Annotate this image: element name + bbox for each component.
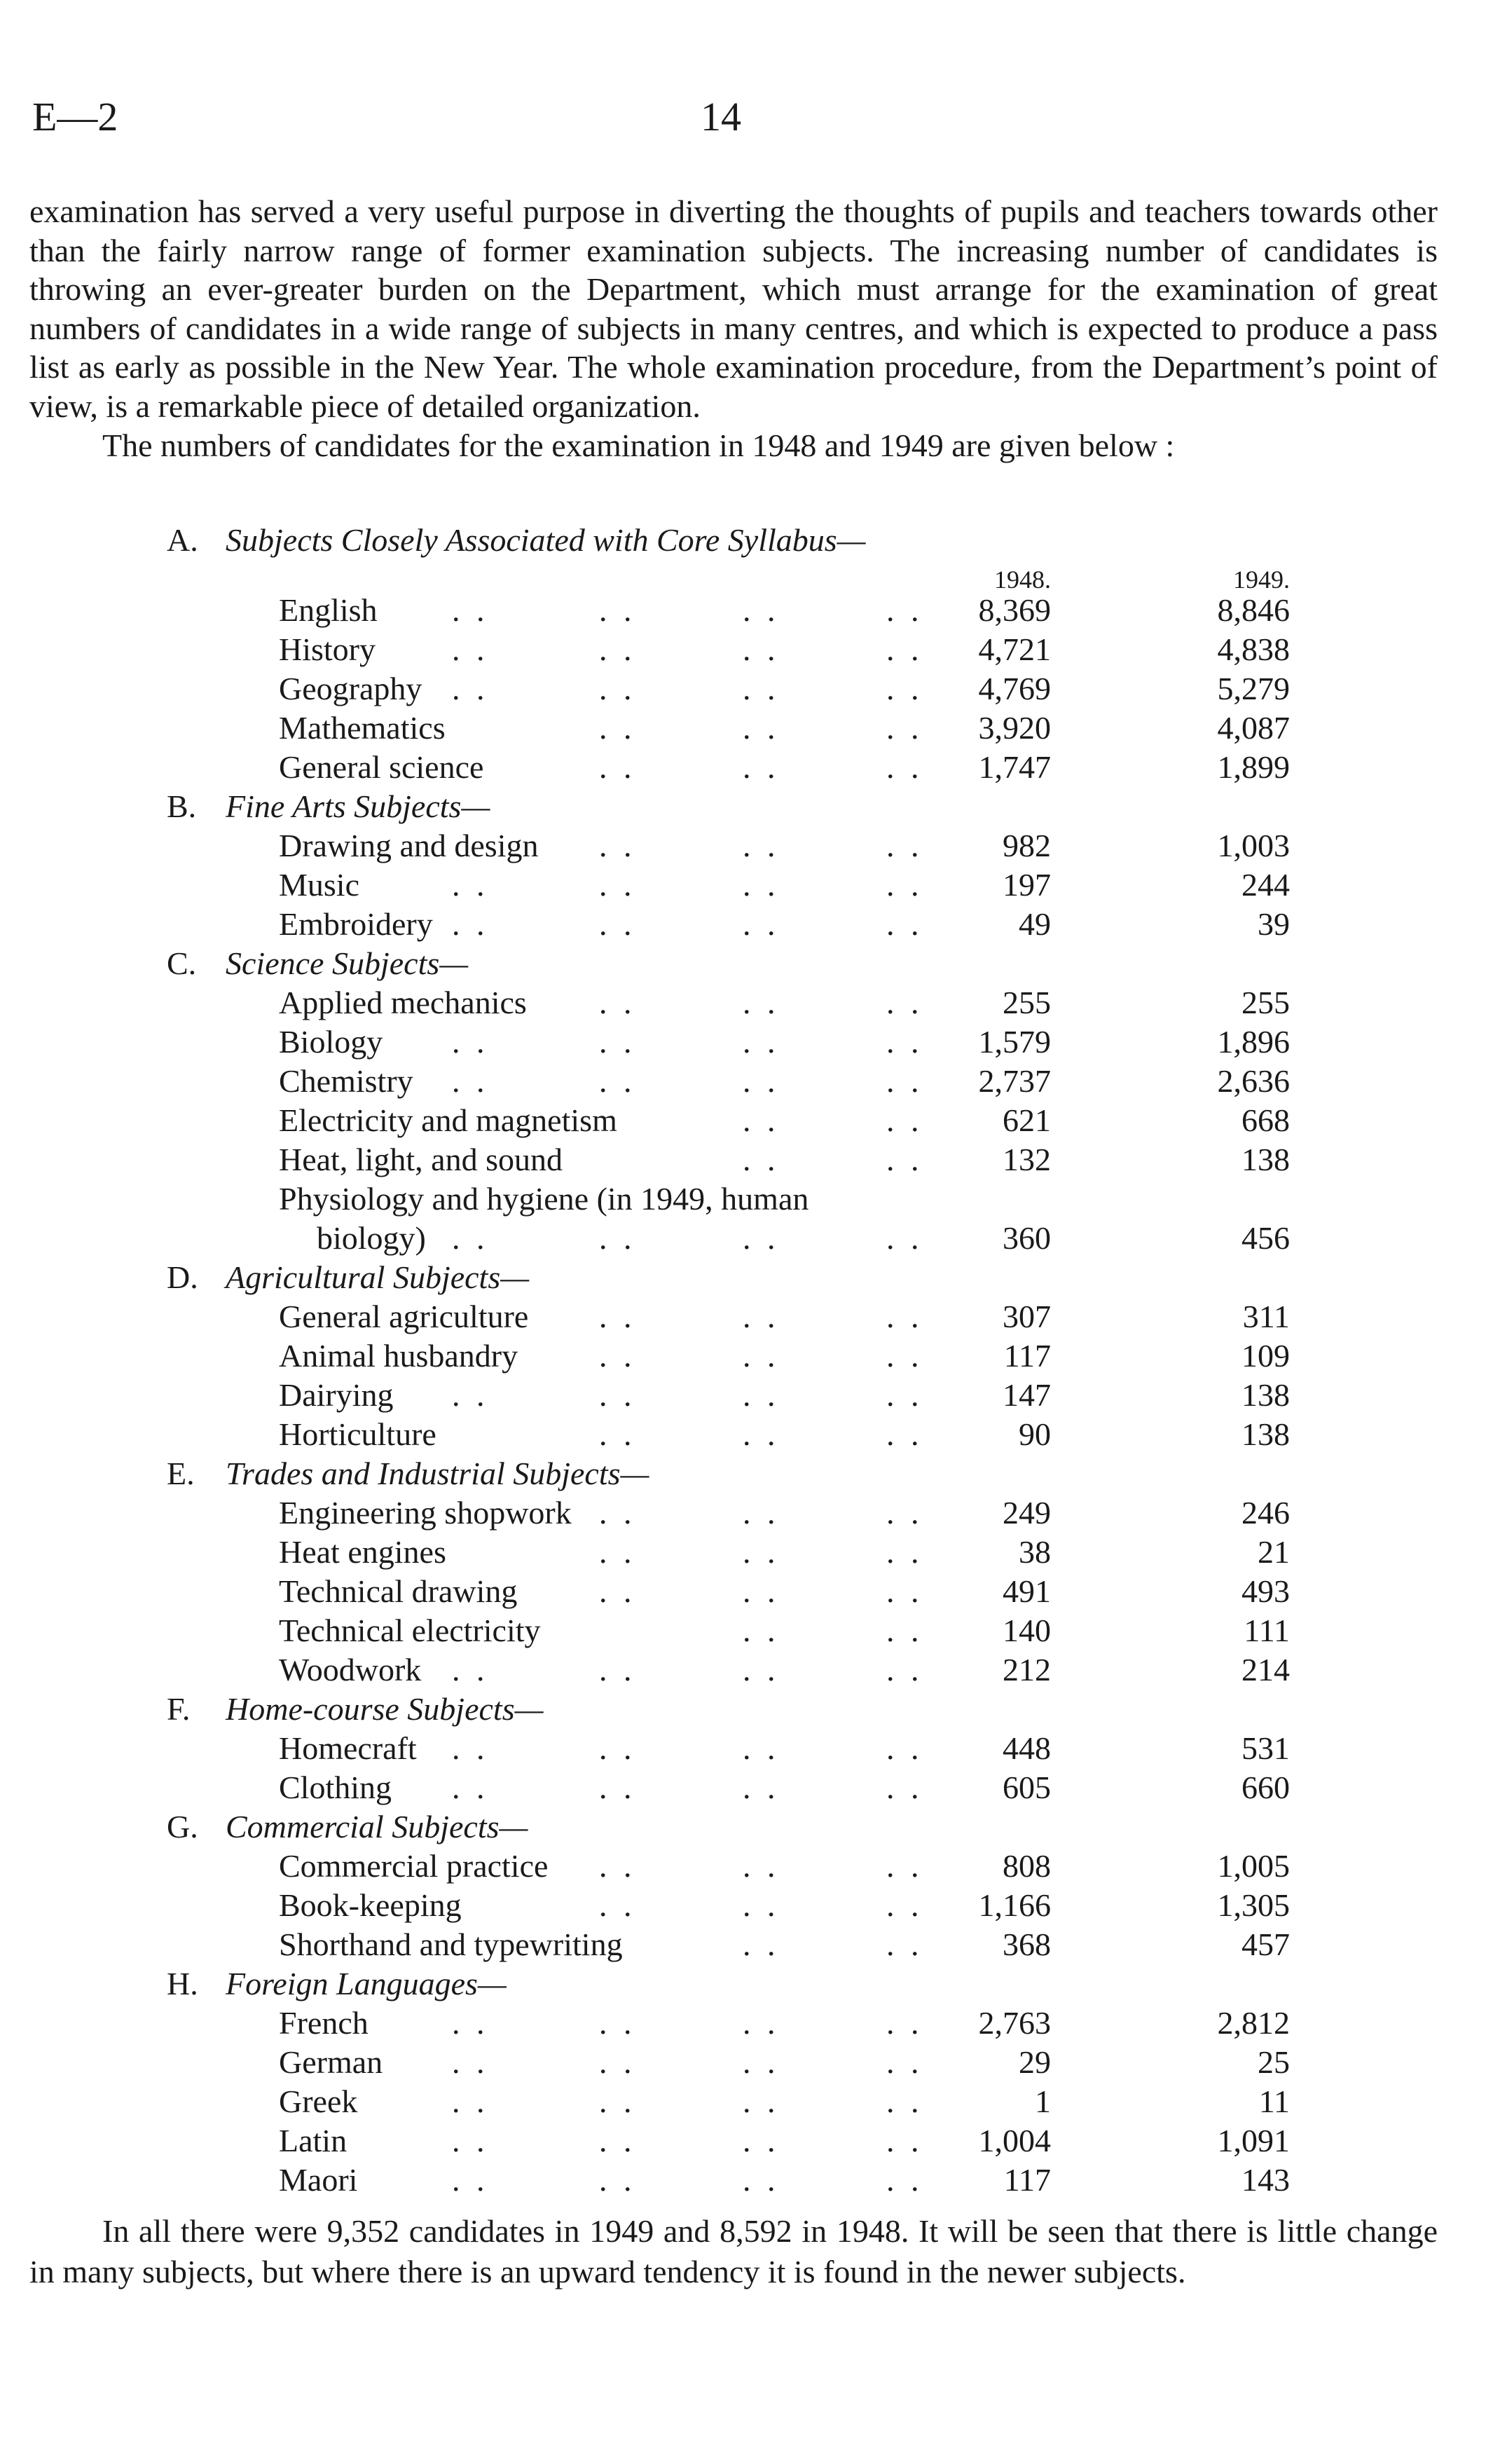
section-letter: C. (167, 945, 197, 981)
leader-dots: . . . . (743, 1102, 923, 1138)
subject-name: Latin (279, 2123, 348, 2158)
leader-dots: . . . . . . . . (452, 2083, 923, 2119)
leader-dots: . . . . (743, 1926, 923, 1962)
leader-dots: . . . . . . (599, 1534, 923, 1570)
table-row (0, 1101, 1493, 1140)
value-1948: 491 (1003, 1573, 1051, 1609)
value-1948: 255 (1003, 985, 1051, 1020)
subject-name: Mathematics (279, 710, 446, 746)
value-1949: 668 (1241, 1102, 1290, 1138)
value-1949: 2,812 (1217, 2005, 1290, 2041)
value-1948: 29 (1019, 2044, 1051, 2080)
leader-dots: . . . . . . (599, 985, 923, 1020)
leader-dots: . . . . (743, 1142, 923, 1177)
value-1948: 49 (1019, 906, 1051, 942)
value-1949: 11 (1258, 2083, 1290, 2119)
value-1948: 249 (1003, 1495, 1051, 1531)
value-1949: 660 (1241, 1770, 1290, 1805)
table-row (0, 669, 1493, 709)
leader-dots: . . . . . . . . (452, 1024, 923, 1060)
page-number: 14 (701, 94, 741, 139)
subject-name: Biology (279, 1024, 383, 1060)
value-1949: 1,005 (1217, 1848, 1290, 1884)
subject-name: Heat engines (279, 1534, 446, 1570)
subject-name: Drawing and design (279, 828, 539, 863)
table-row (0, 1533, 1493, 1572)
table-row (0, 1179, 1493, 1219)
leader-dots: . . . . . . (599, 828, 923, 863)
value-1949: 143 (1241, 2162, 1290, 2198)
intro-text (29, 192, 1438, 465)
leader-dots: . . . . . . (599, 1573, 923, 1609)
subject-name: Music (279, 867, 359, 903)
value-1948: 1,747 (978, 749, 1051, 785)
table-row (0, 1376, 1493, 1415)
value-1948: 621 (1003, 1102, 1051, 1138)
column-header-row (0, 560, 1493, 594)
subject-name: General agriculture (279, 1299, 529, 1334)
value-1949: 244 (1241, 867, 1290, 903)
section-title: Agricultural Subjects— (226, 1259, 530, 1295)
value-1949: 138 (1241, 1142, 1290, 1177)
subject-name: Physiology and hygiene (in 1949, human (279, 1181, 809, 1217)
subject-name: Applied mechanics (279, 985, 527, 1020)
table-row (0, 2161, 1493, 2200)
section-heading (0, 1690, 1493, 1729)
table-row (0, 1493, 1493, 1533)
table-row (0, 905, 1493, 944)
leader-dots: . . . . . . . . (452, 671, 923, 706)
leader-dots: . . . . . . . . (452, 1770, 923, 1805)
value-1948: 4,721 (978, 631, 1051, 667)
column-header-1949: 1949. (1233, 566, 1290, 594)
value-1948: 368 (1003, 1926, 1051, 1962)
value-1948: 147 (1003, 1377, 1051, 1413)
closing-paragraph: In all there were 9,352 candidates in 1949 and 8,592 in 1948. It will be seen that there is little change in many subjects, but where there is an upward tendency it is found in the newer subjects. (29, 2213, 1438, 2290)
subject-name: Commercial practice (279, 1848, 549, 1884)
table-row (0, 826, 1493, 865)
value-1948: 307 (1003, 1299, 1051, 1334)
section-letter: E. (167, 1456, 195, 1491)
subject-name: Engineering shopwork (279, 1495, 572, 1531)
value-1949: 246 (1241, 1495, 1290, 1531)
subject-name: Technical electricity (279, 1613, 541, 1648)
value-1949: 456 (1241, 1220, 1290, 1256)
subject-name-continuation: biology) (317, 1220, 426, 1256)
leader-dots: . . . . . . . . (452, 631, 923, 667)
subject-name: Shorthand and typewriting (279, 1926, 623, 1962)
value-1948: 1 (1035, 2083, 1051, 2119)
subject-name: German (279, 2044, 383, 2080)
section-heading (0, 787, 1493, 826)
value-1949: 5,279 (1217, 671, 1290, 706)
table-row (0, 1729, 1493, 1768)
value-1949: 8,846 (1217, 592, 1290, 628)
section-letter: H. (167, 1966, 198, 2001)
section-letter: A. (167, 522, 198, 558)
table-row (0, 1022, 1493, 1062)
value-1948: 90 (1019, 1416, 1051, 1452)
value-1948: 808 (1003, 1848, 1051, 1884)
leader-dots: . . . . . . . . (452, 1063, 923, 1099)
table-row (0, 1611, 1493, 1650)
value-1948: 140 (1003, 1613, 1051, 1648)
section-title: Commercial Subjects— (226, 1809, 528, 1844)
value-1948: 982 (1003, 828, 1051, 863)
subject-name: Greek (279, 2083, 358, 2119)
leader-dots: . . . . (743, 1613, 923, 1648)
value-1949: 214 (1241, 1652, 1290, 1688)
leader-dots: . . . . . . . . (452, 2044, 923, 2080)
value-1948: 1,166 (978, 1887, 1051, 1923)
leader-dots: . . . . . . (599, 1299, 923, 1334)
table-row (0, 1768, 1493, 1807)
section-title: Fine Arts Subjects— (226, 788, 490, 824)
intro-lead-in: The numbers of candidates for the examination in 1948 and 1949 are given below : (102, 427, 1175, 463)
value-1949: 493 (1241, 1573, 1290, 1609)
table-row (0, 1336, 1493, 1376)
value-1949: 531 (1241, 1730, 1290, 1766)
table-row (0, 2121, 1493, 2161)
value-1949: 4,087 (1217, 710, 1290, 746)
value-1948: 117 (1003, 2162, 1051, 2198)
subject-name: History (279, 631, 376, 667)
subject-name: Animal husbandry (279, 1338, 518, 1374)
table-row (0, 748, 1493, 787)
table-row (0, 2004, 1493, 2043)
section-title: Science Subjects— (226, 945, 469, 981)
value-1949: 1,003 (1217, 828, 1290, 863)
subject-name: Book-keeping (279, 1887, 462, 1923)
section-letter: G. (167, 1809, 198, 1844)
table-row (0, 1886, 1493, 1925)
value-1949: 1,896 (1217, 1024, 1290, 1060)
leader-dots: . . . . . . . . (452, 906, 923, 942)
value-1948: 117 (1003, 1338, 1051, 1374)
table-row (0, 709, 1493, 748)
subject-name: Woodwork (279, 1652, 422, 1688)
section-heading (0, 1807, 1493, 1847)
leader-dots: . . . . . . (599, 1495, 923, 1531)
value-1948: 360 (1003, 1220, 1051, 1256)
subject-name: Dairying (279, 1377, 394, 1413)
section-heading (0, 1258, 1493, 1297)
leader-dots: . . . . . . (599, 1848, 923, 1884)
value-1948: 38 (1019, 1534, 1051, 1570)
value-1948: 4,769 (978, 671, 1051, 706)
table-row (0, 865, 1493, 905)
leader-dots: . . . . . . . . (452, 1377, 923, 1413)
table-row-continuation (0, 1219, 1493, 1258)
value-1949: 311 (1242, 1299, 1290, 1334)
section-heading (0, 1964, 1493, 2004)
value-1949: 1,091 (1217, 2123, 1290, 2158)
subject-name: Embroidery (279, 906, 433, 942)
leader-dots: . . . . . . (599, 1887, 923, 1923)
section-title: Subjects Closely Associated with Core Syllabus— (226, 522, 866, 558)
value-1949: 39 (1258, 906, 1290, 942)
subject-name: Clothing (279, 1770, 392, 1805)
table-row (0, 630, 1493, 669)
leader-dots: . . . . . . . . (452, 1730, 923, 1766)
section-letter: B. (167, 788, 197, 824)
value-1949: 138 (1241, 1377, 1290, 1413)
column-header-1948: 1948. (994, 566, 1051, 594)
subject-name: Horticulture (279, 1416, 436, 1452)
section-heading (0, 1454, 1493, 1493)
table-row (0, 1572, 1493, 1611)
value-1948: 1,579 (978, 1024, 1051, 1060)
table-row (0, 1297, 1493, 1336)
subject-name: English (279, 592, 378, 628)
table-row (0, 2082, 1493, 2121)
section-title: Trades and Industrial Subjects— (226, 1456, 649, 1491)
leader-dots: . . . . . . . . (452, 867, 923, 903)
value-1948: 3,920 (978, 710, 1051, 746)
value-1948: 1,004 (978, 2123, 1051, 2158)
value-1949: 4,838 (1217, 631, 1290, 667)
section-title: Foreign Languages— (226, 1966, 507, 2001)
section-title: Home-course Subjects— (226, 1691, 544, 1727)
value-1949: 1,305 (1217, 1887, 1290, 1923)
value-1948: 448 (1003, 1730, 1051, 1766)
table-row (0, 2043, 1493, 2082)
subject-name: Chemistry (279, 1063, 413, 1099)
section-heading (0, 944, 1493, 983)
subject-name: Heat, light, and sound (279, 1142, 563, 1177)
value-1949: 2,636 (1217, 1063, 1290, 1099)
leader-dots: . . . . . . . . (452, 1220, 923, 1256)
leader-dots: . . . . . . . . (452, 2123, 923, 2158)
value-1948: 132 (1003, 1142, 1051, 1177)
value-1948: 2,737 (978, 1063, 1051, 1099)
subject-name: Homecraft (279, 1730, 417, 1766)
subject-name: French (279, 2005, 369, 2041)
value-1949: 21 (1258, 1534, 1290, 1570)
leader-dots: . . . . . . (599, 1338, 923, 1374)
subject-name: Geography (279, 671, 422, 706)
table-row (0, 591, 1493, 630)
table-row (0, 1925, 1493, 1964)
value-1949: 1,899 (1217, 749, 1290, 785)
table-row (0, 1847, 1493, 1886)
section-letter: D. (167, 1259, 198, 1295)
leader-dots: . . . . . . (599, 1416, 923, 1452)
value-1949: 138 (1241, 1416, 1290, 1452)
value-1948: 197 (1003, 867, 1051, 903)
value-1949: 457 (1241, 1926, 1290, 1962)
leader-dots: . . . . . . . . (452, 2162, 923, 2198)
section-letter: F. (167, 1691, 191, 1727)
value-1949: 25 (1258, 2044, 1290, 2080)
intro-paragraph: examination has served a very useful purpose in diverting the thoughts of pupils and teachers towards other than the fairly narrow range of former examination subjects. The increasing number of candidates is throwing an ever-greater burden on the Department, which must arrange for the examination of great numbers of candidates in a wide range of subjects in many centres, and which is expected to produce a pass list as early as possible in the New Year. The whole examination procedure, from the Department’s point of view, is a remarkable piece of detailed organization. (29, 193, 1438, 424)
leader-dots: . . . . . . . . (452, 592, 923, 628)
leader-dots: . . . . . . (599, 710, 923, 746)
table-row (0, 983, 1493, 1022)
leader-dots: . . . . . . (599, 749, 923, 785)
subject-name: General science (279, 749, 484, 785)
section-heading (0, 521, 1493, 560)
subject-name: Electricity and magnetism (279, 1102, 617, 1138)
series-label: E—2 (32, 94, 118, 139)
leader-dots: . . . . . . . . (452, 2005, 923, 2041)
value-1948: 212 (1003, 1652, 1051, 1688)
table-row (0, 1650, 1493, 1690)
table-row (0, 1140, 1493, 1179)
subject-name: Technical drawing (279, 1573, 518, 1609)
value-1948: 8,369 (978, 592, 1051, 628)
value-1949: 111 (1244, 1613, 1290, 1648)
closing-text (29, 2211, 1438, 2292)
table-row (0, 1062, 1493, 1101)
table-row (0, 1415, 1493, 1454)
value-1949: 255 (1241, 985, 1290, 1020)
leader-dots: . . . . . . . . (452, 1652, 923, 1688)
value-1949: 109 (1241, 1338, 1290, 1374)
value-1948: 605 (1003, 1770, 1051, 1805)
value-1948: 2,763 (978, 2005, 1051, 2041)
subject-name: Maori (279, 2162, 358, 2198)
